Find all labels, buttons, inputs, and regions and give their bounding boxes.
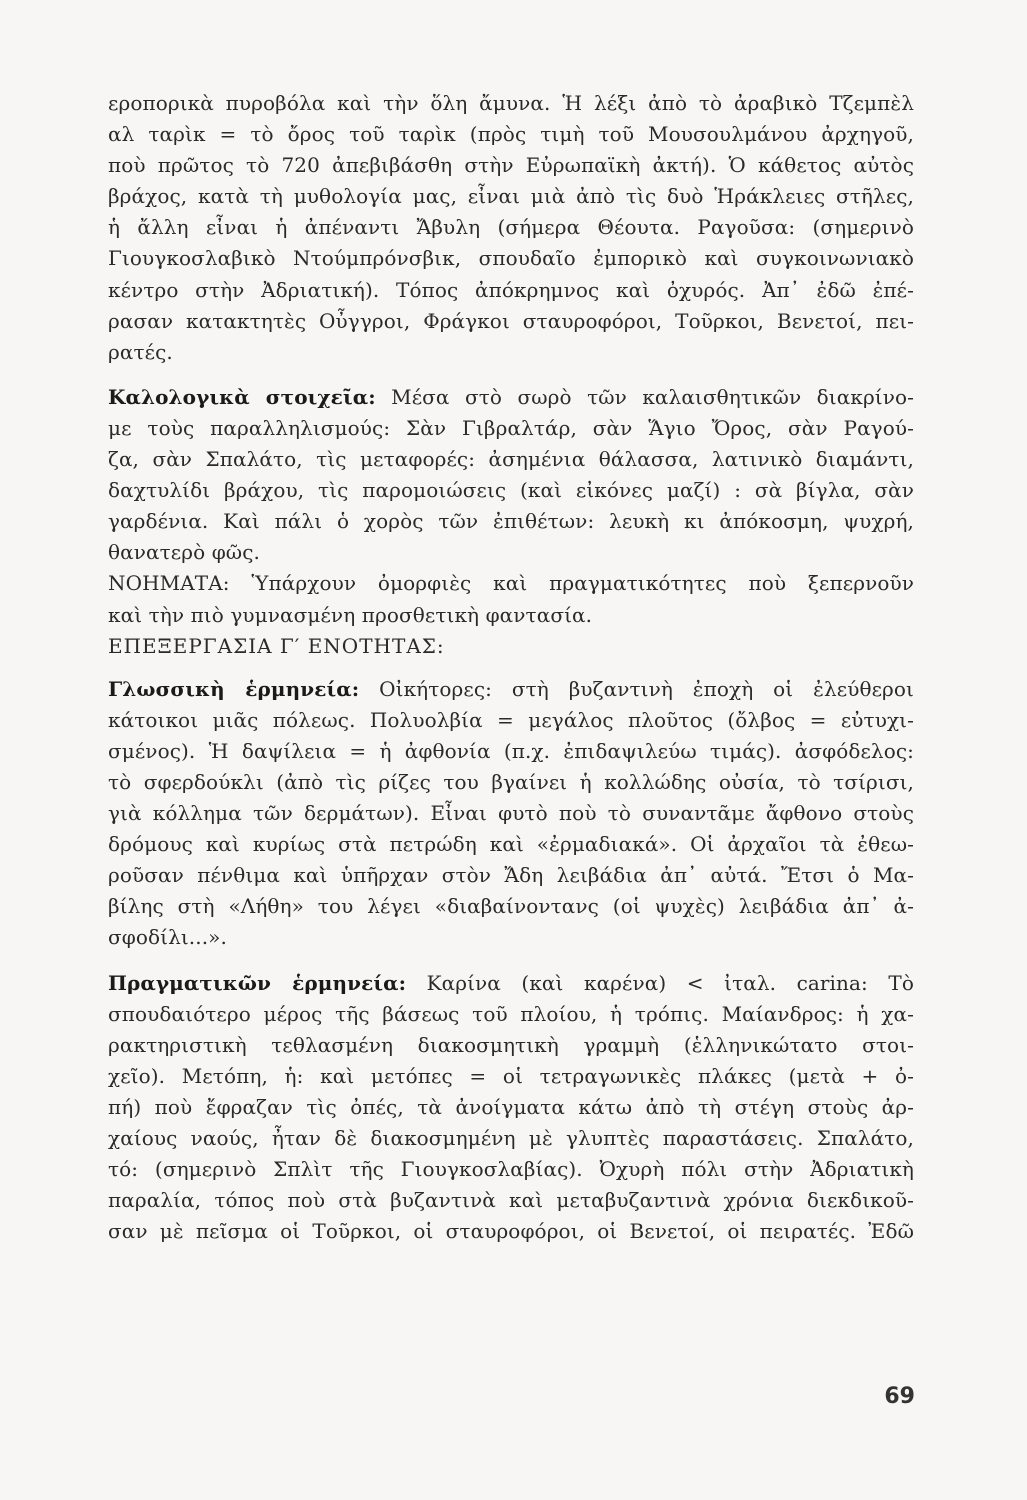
- text-line: σαν μὲ πεῖσμα οἱ Τοῦρκοι, οἱ σταυροφόροι, οἱ Βενετοί, οἱ πειρατές. Ἐδῶ: [108, 1219, 914, 1244]
- paragraph-pragmatikon: [108, 968, 914, 1248]
- text-line: γαρδένια. Καὶ πάλι ὁ χορὸς τῶν ἐπιθέτων: λευκὴ κι ἀπόκοσμη, ψυχρή,: [108, 509, 914, 534]
- text-line: ρακτηριστικὴ τεθλασμένη διακοσμητικὴ γραμμὴ (ἑλληνικώτατο στοι-: [108, 1032, 914, 1057]
- text-span: Μέσα στὸ σωρὸ τῶν καλαισθητικῶν διακρίνο-: [375, 384, 914, 409]
- text-span: Οἰκήτορες: στὴ βυζαντινὴ ἐποχὴ οἱ ἐλεύθεροι: [359, 676, 914, 701]
- text-line: δρόμους καὶ κυρίως στὰ πετρώδη καὶ «ἐρμαδιακά». Οἱ ἀρχαῖοι τὰ ἐθεω-: [108, 832, 914, 857]
- text-line: θανατερὸ φῶς.: [108, 540, 260, 565]
- text-line: σμένος). Ἡ δαψίλεια = ἡ ἀφθονία (π.χ. ἐπιδαψιλεύω τιμάς). ἀσφόδελος:: [108, 738, 914, 763]
- text-line: βίλης στὴ «Λήθη» του λέγει «διαβαίνοντανς (οἱ ψυχὲς) λειβάδια ἀπ᾽ ἀ-: [108, 894, 914, 919]
- text-line: πή) ποὺ ἔφραζαν τὶς ὀπές, τὰ ἀνοίγματα κάτω ἀπὸ τὴ στέγη στοὺς ἀρ-: [108, 1094, 914, 1119]
- text-line: ζα, σὰν Σπαλάτο, τὶς μεταφορές: ἀσημένια θάλασσα, λατινικὸ διαμάντι,: [108, 447, 914, 472]
- text-line: [108, 382, 914, 413]
- text-line: ροῦσαν πένθιμα καὶ ὑπῆρχαν στὸν Ἄδη λειβάδια ἀπ᾽ αὐτά. Ἔτσι ὁ Μα-: [108, 863, 914, 888]
- kalologika-heading: Καλολογικὰ στοιχεῖα:: [108, 384, 376, 409]
- text-line: ποὺ πρῶτος τὸ 720 ἀπεβιβάσθη στὴν Εὐρωπαϊκὴ ἀκτή). Ὁ κάθετος αὐτὸς: [108, 153, 914, 178]
- text-line: με τοὺς παραλληλισμούς: Σὰν Γιβραλτάρ, σὰν Ἅγιο Ὄρος, σὰν Ραγού-: [108, 415, 914, 440]
- pragmatikon-heading: Πραγματικῶν ἑρμηνεία:: [108, 970, 407, 995]
- noimata-line: ΝΟΗΜΑΤΑ: Ὑπάρχουν ὀμορφιὲς καὶ πραγματικότητες ποὺ ξεπερνοῦν: [108, 571, 914, 596]
- text-line: σφοδίλι...».: [108, 925, 227, 950]
- page-body: [108, 88, 914, 1247]
- text-line: παραλία, τόπος ποὺ στὰ βυζαντινὰ καὶ μεταβυζαντινὰ χρόνια διεκδικοῦ-: [108, 1188, 914, 1213]
- text-line: κέντρο στὴν Ἀδριατική). Τόπος ἀπόκρημνος καὶ ὀχυρός. Ἀπ᾽ ἐδῶ ἐπέ-: [108, 277, 914, 302]
- paragraph-kalologika: [108, 382, 914, 569]
- text-line: κάτοικοι μιᾶς πόλεως. Πολυολβία = μεγάλος πλοῦτος (ὄλβος = εὐτυχι-: [108, 707, 914, 732]
- paragraph-gibraltar: [108, 88, 914, 368]
- text-line: καὶ τὴν πιὸ γυμνασμένη προσθετικὴ φαντασία.: [108, 602, 593, 627]
- text-line: [108, 674, 914, 705]
- paragraph-noimata: [108, 568, 914, 630]
- text-line: γιὰ κόλλημα τῶν δερμάτων). Εἶναι φυτὸ ποὺ τὸ συναντᾶμε ἄφθονο στοὺς: [108, 801, 914, 826]
- text-line: αλ ταρὶκ = τὸ ὄρος τοῦ ταρὶκ (πρὸς τιμὴ τοῦ Μουσουλμάνου ἀρχηγοῦ,: [108, 122, 914, 147]
- text-line: δαχτυλίδι βράχου, τὶς παρομοιώσεις (καὶ εἰκόνες μαζί) : σὰ βίγλα, σὰν: [108, 478, 914, 503]
- section-heading: ΕΠΕΞΕΡΓΑΣΙΑ Γ′ ΕΝΟΤΗΤΑΣ:: [108, 633, 445, 658]
- paragraph-glossiki: [108, 674, 914, 954]
- glossiki-heading: Γλωσσικὴ ἑρμηνεία:: [108, 676, 360, 701]
- page-number: 69: [884, 1384, 915, 1409]
- text-line: τὸ σφερδούκλι (ἀπὸ τὶς ρίζες του βγαίνει ἡ κολλώδης οὐσία, τὸ τσίρισι,: [108, 769, 914, 794]
- text-line: ρατές.: [108, 339, 173, 364]
- text-line: εροπορικὰ πυροβόλα καὶ τὴν ὅλη ἄμυνα. Ἡ λέξι ἀπὸ τὸ ἀραβικὸ Τζεμπὲλ: [108, 91, 914, 115]
- text-line: ἡ ἄλλη εἶναι ἡ ἀπέναντι Ἄβυλη (σήμερα Θέουτα. Ραγοῦσα: (σημερινὸ: [108, 215, 914, 240]
- text-line: [108, 968, 914, 999]
- text-line: βράχος, κατὰ τὴ μυθολογία μας, εἶναι μιὰ ἀπὸ τὶς δυὸ Ἡράκλειες στῆλες,: [108, 184, 914, 209]
- text-line: χαίους ναούς, ἦταν δὲ διακοσμημένη μὲ γλυπτὲς παραστάσεις. Σπαλάτο,: [108, 1126, 914, 1150]
- text-line: ρασαν κατακτητὲς Οὖγγροι, Φράγκοι σταυροφόροι, Τοῦρκοι, Βενετοί, πει-: [108, 308, 914, 333]
- text-line: Γιουγκοσλαβικὸ Ντούμπρόνσβικ, σπουδαῖο ἐμπορικὸ καὶ συγκοινωνιακὸ: [108, 246, 914, 271]
- text-line: χεῖο). Μετόπη, ἡ: καὶ μετόπες = οἱ τετραγωνικὲς πλάκες (μετὰ + ὀ-: [108, 1063, 914, 1088]
- text-line: σπουδαιότερο μέρος τῆς βάσεως τοῦ πλοίου, ἡ τρόπις. Μαίανδρος: ἡ χα-: [108, 1001, 914, 1026]
- text-span: Καρίνα (καὶ καρένα) < ἰταλ. carina: Τὸ: [406, 970, 914, 995]
- text-line: τό: (σημερινὸ Σπλὶτ τῆς Γιουγκοσλαβίας). Ὀχυρὴ πόλι στὴν Ἀδριατικὴ: [108, 1157, 914, 1182]
